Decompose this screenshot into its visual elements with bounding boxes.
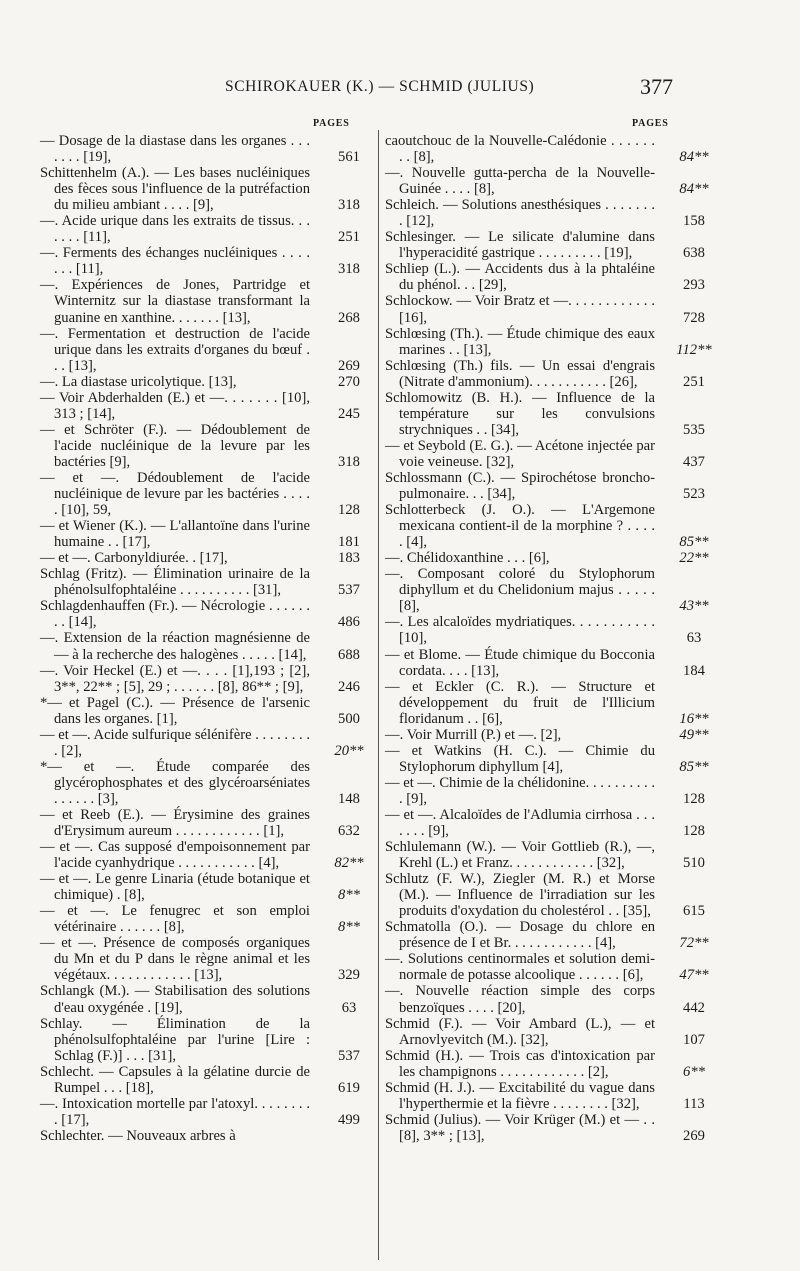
entry-page: 537 xyxy=(338,582,360,599)
entry-page: 293 xyxy=(683,277,705,294)
entry-page: 82** xyxy=(334,855,364,872)
index-entry xyxy=(40,1128,380,1144)
entry-page: 107 xyxy=(683,1031,705,1048)
index-entry xyxy=(385,390,725,438)
index-entry xyxy=(40,1016,380,1064)
page-header xyxy=(0,70,800,100)
index-entry xyxy=(385,566,725,614)
index-entry xyxy=(40,422,380,470)
index-entry xyxy=(385,871,725,919)
entry-text: — et Reeb (E.). — Érysimine des graines d'Erysimum aureum . . . . . . . . . . . . [1], xyxy=(40,806,310,840)
index-entry xyxy=(385,679,725,727)
index-entry xyxy=(385,839,725,871)
index-entry xyxy=(385,983,725,1015)
index-entry xyxy=(40,598,380,630)
entry-page: 270 xyxy=(338,373,360,390)
entry-text: Schleich. — Solutions anesthésiques . . . . . . . . [12], xyxy=(385,197,655,230)
index-entry xyxy=(385,438,725,470)
entry-text: —. Voir Heckel (E.) et —. . . . [1],193 ; [2], 3**, 22** ; [5], 29 ; . . . . . . [8], 86** ; [9], xyxy=(40,662,310,695)
entry-page: 183 xyxy=(338,550,360,567)
entry-text: Schlesinger. — Le silicate d'alumine dans l'hyperacidité gastrique . . . . . . . . . [19], xyxy=(385,229,655,262)
index-entry xyxy=(40,983,380,1015)
entry-page: 128 xyxy=(683,823,705,840)
entry-page: 561 xyxy=(338,149,360,166)
entry-text: —. Composant coloré du Stylophorum diphyllum et du Chelidonium majus . . . . . [8], xyxy=(385,566,655,615)
entry-page: 22** xyxy=(679,550,709,567)
entry-page: 158 xyxy=(683,213,705,230)
index-entry xyxy=(40,245,380,277)
entry-page: 318 xyxy=(338,197,360,214)
entry-text: Schlœsing (Th.) fils. — Un essai d'engrais (Nitrate d'ammonium). . . . . . . . . . . [26], xyxy=(385,357,655,390)
entry-page: 8** xyxy=(338,887,360,904)
entry-page: 85** xyxy=(679,758,709,775)
entry-page: 318 xyxy=(338,453,360,470)
entry-text: Schlossmann (C.). — Spirochétose broncho-pulmonaire. . . [34], xyxy=(385,469,655,503)
entry-page: 128 xyxy=(683,790,705,807)
entry-text: Schmid (H. J.). — Excitabilité du vague dans l'hyperthermie et la fièvre . . . . . . . . [32], xyxy=(385,1079,655,1112)
entry-text: Schlotterbeck (J. O.). — L'Argemone mexicana contient-il de la morphine ? . . . . . [4], xyxy=(385,502,655,551)
entry-text: — et —. Acide sulfurique sélénifère . . . . . . . . . [2], xyxy=(40,726,310,759)
index-entry xyxy=(385,326,725,358)
entry-text: — et —. Alcaloïdes de l'Adlumia cirrhosa . . . . . . . [9], xyxy=(385,806,655,840)
entry-text: Schlay. — Élimination de la phénolsulfophtaléine par l'urine [Lire : Schlag (F.)] . . . [31], xyxy=(40,1015,310,1064)
entry-page: 442 xyxy=(683,999,705,1016)
entry-page: 63 xyxy=(341,999,357,1016)
entry-page: 269 xyxy=(683,1127,705,1144)
index-entry xyxy=(40,1064,380,1096)
entry-page: 113 xyxy=(683,1095,705,1112)
index-entry xyxy=(385,727,725,743)
entry-text: —. Expériences de Jones, Partridge et Winternitz sur la diastase transformant la guanine en xanthine. . . . . . . [13], xyxy=(40,277,310,326)
entry-text: —. Extension de la réaction magnésienne de — à la recherche des halogènes . . . . . [14], xyxy=(40,630,310,663)
index-entry xyxy=(40,277,380,325)
index-entry xyxy=(40,871,380,903)
index-entry xyxy=(40,663,380,695)
entry-text: Schlecht. — Capsules à la gélatine durcie de Rumpel . . . [18], xyxy=(40,1063,310,1096)
index-entry xyxy=(40,470,380,518)
index-entry xyxy=(40,566,380,598)
entry-text: Schmid (F.). — Voir Ambard (L.), — et Arnovlyevitch (M.). [32], xyxy=(385,1015,655,1048)
index-entry xyxy=(40,213,380,245)
entry-page: 8** xyxy=(338,919,360,936)
index-entry xyxy=(40,550,380,566)
index-entry xyxy=(40,518,380,550)
entry-page: 251 xyxy=(683,373,705,390)
running-title: SCHIROKAUER (K.) — SCHMID (JULIUS) xyxy=(225,78,535,95)
entry-text: — et —. Le genre Linaria (étude botanique et chimique) . [8], xyxy=(40,871,310,904)
entry-text: Schlag (Fritz). — Élimination urinaire de la phénolsulfophtaléine . . . . . . . . . . [31], xyxy=(40,566,310,599)
index-entry xyxy=(40,630,380,662)
entry-page: 632 xyxy=(338,823,360,840)
entry-text: —. Solutions centinormales et solution demi-normale de potasse alcoolique . . . . . . [6], xyxy=(385,951,655,984)
entry-text: Schmatolla (O.). — Dosage du chlore en présence de I et Br. . . . . . . . . . . . [4], xyxy=(385,919,655,952)
entry-text: *— et Pagel (C.). — Présence de l'arsenic dans les organes. [1], xyxy=(40,694,310,727)
entry-text: — et Seybold (E. G.). — Acétone injectée par voie veineuse. [32], xyxy=(385,437,655,470)
entry-text: — et Eckler (C. R.). — Structure et développement du fruit de l'Illicium floridanum . . [6], xyxy=(385,678,655,727)
entry-text: — et Watkins (H. C.). — Chimie du Stylophorum diphyllum [4], xyxy=(385,742,655,775)
entry-page: 318 xyxy=(338,261,360,278)
entry-page: 499 xyxy=(338,1111,360,1128)
entry-text: Schmid (H.). — Trois cas d'intoxication par les champignons . . . . . . . . . . . . [2], xyxy=(385,1047,655,1080)
entry-page: 510 xyxy=(683,855,705,872)
index-entry xyxy=(385,358,725,390)
entry-page: 535 xyxy=(683,421,705,438)
index-entry xyxy=(385,775,725,807)
entry-page: 181 xyxy=(338,534,360,551)
index-entry xyxy=(40,935,380,983)
index-column-left xyxy=(40,133,380,1144)
index-entry xyxy=(40,165,380,213)
entry-page: 615 xyxy=(683,903,705,920)
index-entry xyxy=(40,903,380,935)
index-entry xyxy=(385,743,725,775)
entry-page: 500 xyxy=(338,710,360,727)
entry-page: 148 xyxy=(338,790,360,807)
entry-text: Schliep (L.). — Accidents dus à la phtaléine du phénol. . . [29], xyxy=(385,261,655,294)
entry-page: 638 xyxy=(683,245,705,262)
entry-text: — et Wiener (K.). — L'allantoïne dans l'urine humaine . . [17], xyxy=(40,518,310,551)
entry-text: — et Schröter (F.). — Dédoublement de l'acide nucléinique de la levure par les bactéries [9], xyxy=(40,421,310,470)
index-entry xyxy=(385,293,725,325)
entry-page: 128 xyxy=(338,502,360,519)
index-entry xyxy=(385,197,725,229)
entry-page: 245 xyxy=(338,405,360,422)
entry-text: — et —. Chimie de la chélidonine. . . . . . . . . . . [9], xyxy=(385,774,655,807)
page-number: 377 xyxy=(640,74,673,99)
entry-page: 246 xyxy=(338,678,360,695)
entry-text: — et —. Présence de composés organiques du Mn et du P dans le règne animal et les végétaux. . . . . . . . . . . . [13], xyxy=(40,935,310,984)
entry-page: 84** xyxy=(679,181,709,198)
index-column-right xyxy=(385,133,725,1144)
entry-text: — et —. Le fenugrec et son emploi vétérinaire . . . . . . [8], xyxy=(40,903,310,936)
index-entry xyxy=(40,133,380,165)
index-entry xyxy=(385,470,725,502)
entry-text: —. Fermentation et destruction de l'acide urique dans les extraits d'organes du bœuf . . . [13], xyxy=(40,325,310,374)
entry-page: 47** xyxy=(679,967,709,984)
entry-text: — et Blome. — Étude chimique du Bocconia cordata. . . . [13], xyxy=(385,646,655,679)
entry-text: —. Acide urique dans les extraits de tissus. . . . . . . [11], xyxy=(40,213,310,246)
index-entry xyxy=(40,374,380,390)
entry-page: 486 xyxy=(338,614,360,631)
entry-text: Schlœsing (Th.). — Étude chimique des eaux marines . . [13], xyxy=(385,325,655,358)
entry-text: caoutchouc de la Nouvelle-Calédonie . . . . . . . . [8], xyxy=(385,133,655,166)
entry-text: Schlechter. — Nouveaux arbres à xyxy=(40,1127,236,1144)
entry-text: — et —. Cas supposé d'empoisonnement par l'acide cyanhydrique . . . . . . . . . . . [4], xyxy=(40,839,310,872)
pages-column-header-right: PAGES xyxy=(632,118,669,129)
entry-page: 269 xyxy=(338,357,360,374)
index-entry xyxy=(40,839,380,871)
index-entry xyxy=(385,1048,725,1080)
entry-text: Schlockow. — Voir Bratz et —. . . . . . . . . . . . [16], xyxy=(385,293,655,326)
entry-page: 688 xyxy=(338,646,360,663)
entry-page: 85** xyxy=(679,534,709,551)
entry-text: — et —. Dédoublement de l'acide nucléinique de levure par les bactéries . . . . . [10], 59, xyxy=(40,469,310,519)
entry-text: —. La diastase uricolytique. [13], xyxy=(40,373,237,390)
index-entry xyxy=(385,165,725,197)
index-entry xyxy=(385,550,725,566)
entry-text: — et —. Carbonyldiurée. . [17], xyxy=(40,550,228,567)
entry-text: *— et —. Étude comparée des glycérophosphates et des glycéroarséniates . . . . . . [3], xyxy=(40,758,310,807)
entry-page: 329 xyxy=(338,967,360,984)
entry-page: 84** xyxy=(679,149,709,166)
index-entry xyxy=(40,326,380,374)
pages-column-header-left: PAGES xyxy=(313,118,350,129)
entry-text: —. Nouvelle réaction simple des corps benzoïques . . . . [20], xyxy=(385,983,655,1016)
entry-text: Schmid (Julius). — Voir Krüger (M.) et — . . [8], 3** ; [13], xyxy=(385,1111,655,1144)
entry-page: 537 xyxy=(338,1047,360,1064)
entry-page: 268 xyxy=(338,309,360,326)
entry-text: —. Intoxication mortelle par l'atoxyl. . . . . . . . . [17], xyxy=(40,1095,310,1128)
entry-text: —. Les alcaloïdes mydriatiques. . . . . . . . . . . [10], xyxy=(385,614,655,647)
entry-page: 523 xyxy=(683,486,705,503)
entry-page: 20** xyxy=(334,742,364,759)
entry-text: Schlulemann (W.). — Voir Gottlieb (R.), —, Krehl (L.) et Franz. . . . . . . . . . . . [32], xyxy=(385,839,655,872)
entry-page: 49** xyxy=(679,726,709,743)
entry-page: 184 xyxy=(683,662,705,679)
index-entry xyxy=(40,727,380,759)
index-entry xyxy=(385,1016,725,1048)
entry-page: 112** xyxy=(676,341,712,358)
index-entry xyxy=(40,390,380,422)
entry-text: Schlagdenhauffen (Fr.). — Nécrologie . . . . . . . . [14], xyxy=(40,598,310,631)
entry-page: 43** xyxy=(679,598,709,615)
index-entry xyxy=(40,1096,380,1128)
entry-text: —. Chélidoxanthine . . . [6], xyxy=(385,550,550,567)
entry-text: —. Voir Murrill (P.) et —. [2], xyxy=(385,726,562,743)
index-entry xyxy=(385,919,725,951)
entry-page: 437 xyxy=(683,453,705,470)
entry-text: — Dosage de la diastase dans les organes . . . . . . . [19], xyxy=(40,133,310,166)
entry-page: 251 xyxy=(338,229,360,246)
entry-text: Schittenhelm (A.). — Les bases nucléiniques des fèces sous l'influence de la putréfaction du milieu ambiant . . . . [9], xyxy=(40,165,310,214)
entry-page: 16** xyxy=(679,710,709,727)
entry-page: 63 xyxy=(686,630,702,647)
entry-page: 619 xyxy=(338,1079,360,1096)
entry-page: 728 xyxy=(683,309,705,326)
entry-text: —. Ferments des échanges nucléiniques . . . . . . . [11], xyxy=(40,245,310,278)
index-entry xyxy=(385,229,725,261)
index-entry xyxy=(385,1080,725,1112)
index-entry xyxy=(385,614,725,646)
index-entry xyxy=(40,807,380,839)
index-entry xyxy=(385,807,725,839)
index-entry xyxy=(385,502,725,550)
index-entry xyxy=(385,1112,725,1144)
index-entry xyxy=(385,647,725,679)
index-entry xyxy=(385,261,725,293)
index-entry xyxy=(40,759,380,807)
index-entry xyxy=(385,951,725,983)
entry-text: Schlutz (F. W.), Ziegler (M. R.) et Morse (M.). — Influence de l'irradiation sur les produits d'oxydation du cholestérol . . [35], xyxy=(385,871,655,920)
entry-text: —. Nouvelle gutta-percha de la Nouvelle-Guinée . . . . [8], xyxy=(385,165,655,198)
entry-page: 6** xyxy=(683,1063,705,1080)
entry-text: — Voir Abderhalden (E.) et —. . . . . . . [10], 313 ; [14], xyxy=(40,389,310,422)
entry-text: Schlangk (M.). — Stabilisation des solutions d'eau oxygénée . [19], xyxy=(40,983,310,1016)
entry-page: 72** xyxy=(679,935,709,952)
index-entry xyxy=(385,133,725,165)
index-entry xyxy=(40,695,380,727)
entry-text: Schlomowitz (B. H.). — Influence de la température sur les convulsions strychniques . . [34], xyxy=(385,389,655,438)
